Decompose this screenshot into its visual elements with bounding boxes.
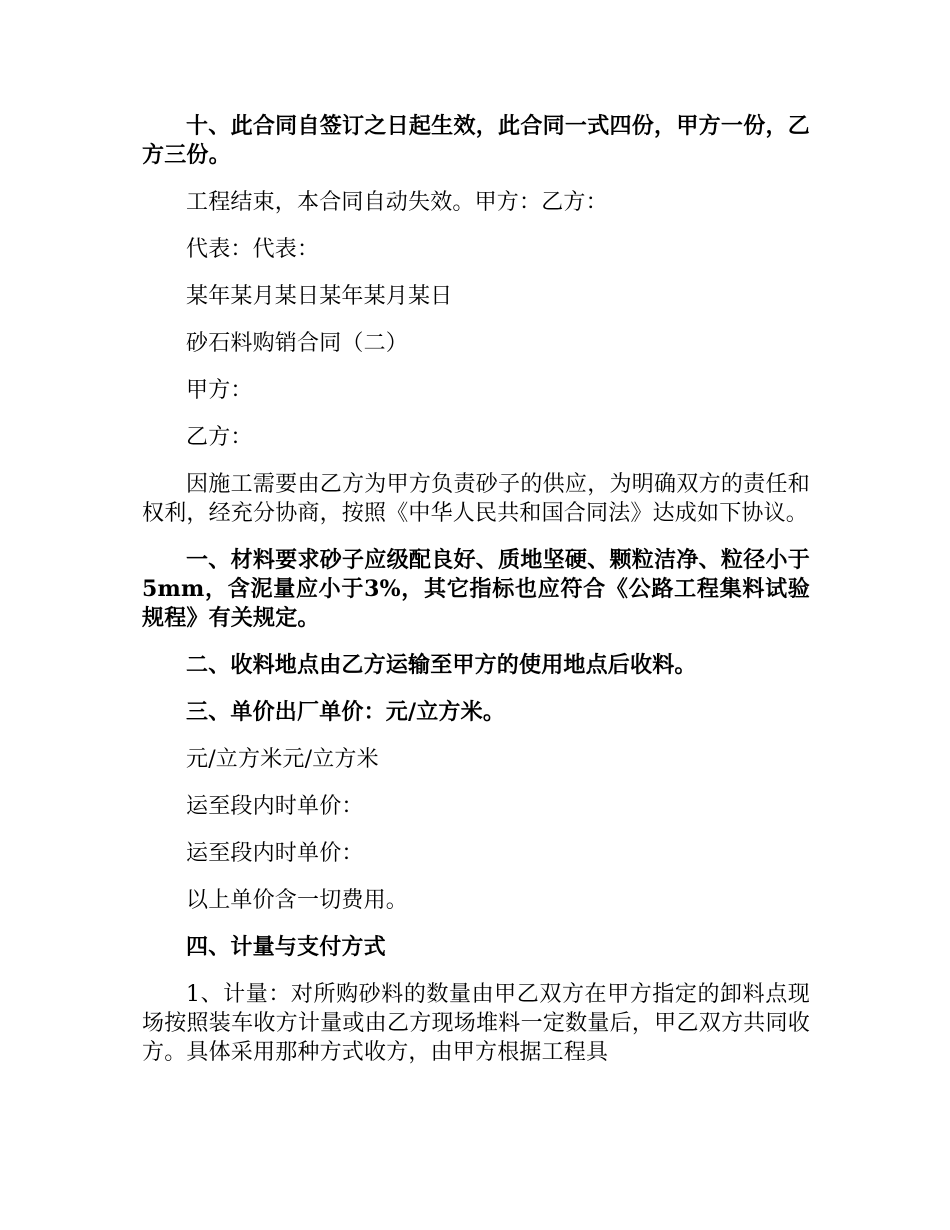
preamble-paragraph: 因施工需要由乙方为甲方负责砂子的供应，为明确双方的责任和权利，经充分协商，按照《中华人民共和国合同法》达成如下协议。 bbox=[142, 472, 810, 526]
contract-title: 砂石料购销合同（二） bbox=[186, 331, 409, 356]
measurement-paragraph: 1、计量：对所购砂料的数量由甲乙双方在甲方指定的卸料点现场按照装车收方计量或由乙方现场堆料一定数量后，甲乙双方共同收方。具体采用那种方式收方，由甲方根据工程具 bbox=[142, 982, 810, 1065]
clause-4-heading: 四、计量与支付方式 bbox=[186, 934, 386, 960]
contract-end-paragraph: 工程结束，本合同自动失效。甲方：乙方： bbox=[186, 190, 608, 215]
clause-3-paragraph: 三、单价出厂单价：元/立方米。 bbox=[186, 699, 506, 725]
clause-10-paragraph: 十、此合同自签订之日起生效，此合同一式四份，甲方一份，乙方三份。 bbox=[142, 113, 810, 168]
document-page bbox=[142, 112, 810, 1085]
price-includes-line: 以上单价含一切费用。 bbox=[186, 888, 409, 913]
date-paragraph: 某年某月某日某年某月某日 bbox=[186, 284, 453, 309]
unit-price-line: 元/立方米元/立方米 bbox=[186, 747, 379, 772]
party-b-label: 乙方： bbox=[186, 425, 253, 450]
clause-1-paragraph: 一、材料要求砂子应级配良好、质地坚硬、颗粒洁净、粒径小于5mm，含泥量应小于3%，其它指标也应符合《公路工程集料试验规程》有关规定。 bbox=[142, 547, 810, 631]
delivered-price-line-2: 运至段内时单价： bbox=[186, 841, 364, 866]
representative-paragraph: 代表：代表： bbox=[186, 237, 320, 262]
party-a-label: 甲方： bbox=[186, 378, 253, 403]
clause-2-paragraph: 二、收料地点由乙方运输至甲方的使用地点后收料。 bbox=[186, 652, 697, 678]
delivered-price-line-1: 运至段内时单价： bbox=[186, 794, 364, 819]
